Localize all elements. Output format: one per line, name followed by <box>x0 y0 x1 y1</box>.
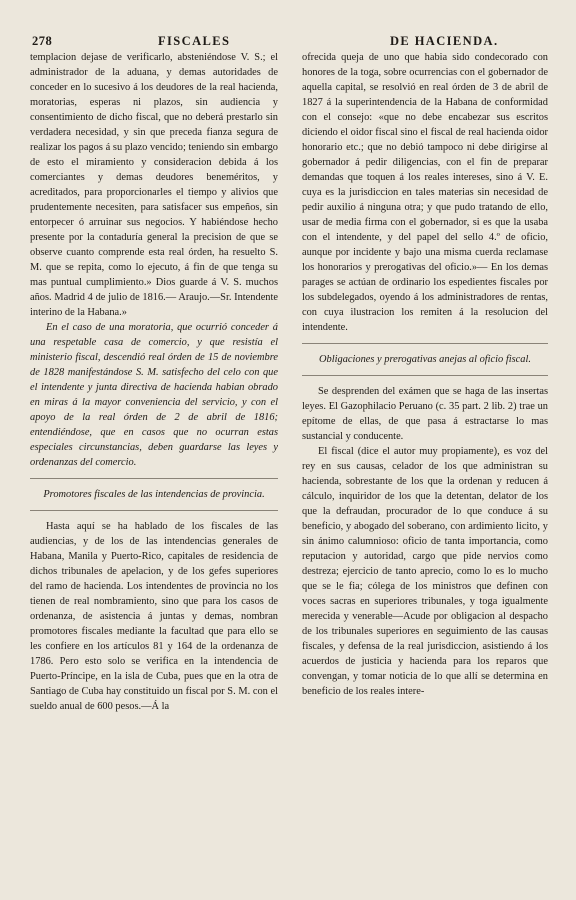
left-paragraph-2: En el caso de una moratoria, que ocurrió conceder á una respetable casa de comercio, y que resistía el ministerio fiscal, descendió real órden de 15 de noviembre de 1828 manifestándose S. M. satisfecho del celo con que el intendente y junta directiva de hacienda habian obrado en miras á la mayor conveniencia del servicio, y con el apoyo de la real órden de 2 de abril de 1816; entendiéndose, que en casos que no ocurran estas especiales circunstancias, deben guardarse las leyes y ordenanzas del comercio. <box>30 322 278 468</box>
section-divider <box>30 510 278 511</box>
right-paragraph-3: El fiscal (dice el autor muy propiamente), es voz del rey en sus causas, celador de los que administran su hacienda, sobrestante de los que la ordenan y reducen á cálculo, inquiridor de los que la detentan, delator de los que la defraudan, procurador de lo que conduce á su beneficio, y abogado del soberano, con ardimiento licito, y sin ánimo calumnioso: oficio de tanta importancia, como reputacion y autoridad, cargo que pide nervios como destreza; ejercicio de tanto aprecio, como lo es lo mucho que se le fia; cólega de los ministros que definen con voces sacras en superiores tribunales, y toga igualmente merecida y venerable—Acude por obligacion al despacho de los tribunales superiores en seguimiento de las causas fiscales, y defensa de la real jurisdiccion, asistiendo á los acuerdos de justicia y hacienda para los reparos que convengan, y tomar noticia de lo que allí se determina en beneficio de los reales intere- <box>302 446 548 697</box>
section-divider <box>30 478 278 479</box>
left-paragraph-3: Hasta aquí se ha hablado de los fiscales de las audiencias, y de los de las intendencias generales de Habana, Manila y Puerto-Rico, capitales de residencia de dichos tribunales de apelacion, y de los gefes superiores del ramo de hacienda. Los intendentes de provincia no los tienen de real nombramiento, sino que para los casos de ordenanza, de asistencia á juntas y demas, nombran promotores fiscales mediante la facultad que para ello se les confiere en los artículos 81 y 164 de la ordenanza de 1786. Pero esto solo se verifica en la intendencia de Puerto-Príncipe, en la isla de Cuba, pues que en la otra de Santiago de Cuba hay constituido un fiscal por S. M. con el sueldo anual de 600 pesos.—Á la <box>30 521 278 712</box>
page-number: 278 <box>32 34 53 48</box>
left-column <box>30 50 278 714</box>
running-title-right: DE HACIENDA. <box>390 34 499 48</box>
right-paragraph-2: Se desprenden del exámen que se haga de las insertas leyes. El Gazophilacio Peruano (c. 35 part. 2 lib. 2) trae un epítome de ellas, de que pasa á estractarse lo mas sustancial y conducente. <box>302 386 548 442</box>
text-columns <box>30 50 548 714</box>
section-divider <box>302 375 548 376</box>
right-column <box>302 50 548 714</box>
section-heading-obligaciones: Obligaciones y prerogativas anejas al oficio fiscal. <box>319 354 531 365</box>
running-title-left: FISCALES <box>158 34 231 48</box>
left-paragraph-1: templacion dejase de verificarlo, absteniéndose V. S.; el administrador de la aduana, y demas autoridades de conceder en lo sucesivo á los deudores de la real hacienda, moratorias, esperas ni plazos, sin audiencia y consentimiento de dicho fiscal, que no deberá prestarlo sin verdadera necesidad, y sin que preceda fianza segura de realizar los pagos á su plazo vencido; teniendo sin embargo de esto el miramiento y consideracion debida á los comerciantes y demas deudores beneméritos, y acreditados, para proporcionarles el tiempo y alivios que prudentemente necesiten, para satisfacer sus empeños, sin entorpecer ó arruinar sus negocios. Y habiéndose hecho presente por la contaduría general la precision de que se observe cuanto comprende esta real órden, ha resuelto S. M. que se repita, como lo ejecuto, á fin de que tenga su mas puntual cumplimiento.» Dios guarde á V. S. muchos años. Madrid 4 de julio de 1816.— Araujo.—Sr. Intendente interino de la Habana.» <box>30 52 278 318</box>
page-header <box>30 24 548 46</box>
section-heading-promotores: Promotores fiscales de las intendencias de provincia. <box>43 489 265 500</box>
section-divider <box>302 343 548 344</box>
right-paragraph-1: ofrecida queja de uno que habia sido condecorado con honores de la toga, sobre ocurrencias con el gobernador de aquella capital, se resolvió en real órden de 3 de abril de 1827 á la superintendencia de la Habana de conformidad con el consejo: «que no debe encabezar sus escritos diciendo el oidor fiscal sino el fiscal de real hacienda oidor honorario etc.; que no debió tampoco ni debe dirigirse al gobernador á pedir diligencias, con el fin de preparar demandas que toquen á los reales intereses, sino á V. E. cuya es la jurisdiccion en tales materias sin necesidad de pedir auxilio á ninguna otra; y que pudo tratando de ello, usar de media firma con el gobernador, si es que la usaba con el intendente, y del papel del sello 4.º de oficio, aunque por incidente y bajo una misma cuerda reclamase los honorarios y prerogativas del oficio.»— En los demas parages se actúan de ordinario los espedientes fiscales por los subdelegados, oyendo á los administradores de rentas, con cuya ilustracion los remiten á la resolucion del intendente. <box>302 52 548 333</box>
